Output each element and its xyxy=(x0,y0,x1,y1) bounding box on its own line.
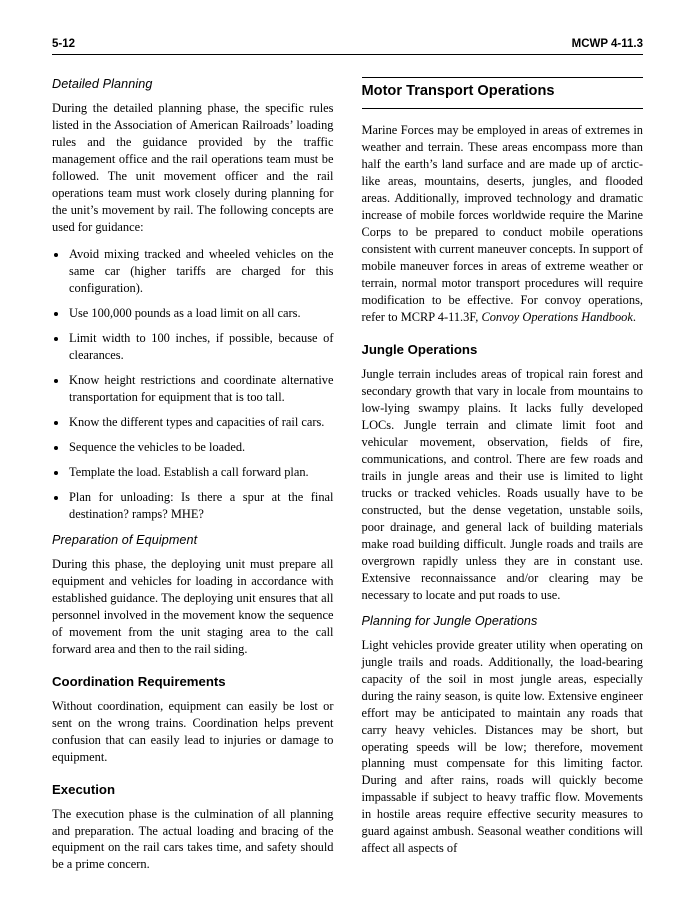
list-item: Template the load. Establish a call forward plan. xyxy=(52,464,334,481)
heading-execution: Execution xyxy=(52,781,116,797)
heading-motor-transport-operations-wrap xyxy=(362,77,644,109)
reference-title-convoy-operations-handbook: Convoy Operations Handbook xyxy=(481,309,633,324)
paragraph-execution: The execution phase is the culmination of all planning and preparation. The actual loading and bracing of the equipment on the rail cars takes time, and safety should be a prime concern. xyxy=(52,806,334,872)
list-item: Avoid mixing tracked and wheeled vehicles on the same car (higher tariffs are charged for this configuration). xyxy=(52,246,334,297)
detailed-planning-bullet-list xyxy=(52,246,334,523)
list-item: Sequence the vehicles to be loaded. xyxy=(52,439,334,456)
paragraph-motor-transport-text: Marine Forces may be employed in areas of extremes in weather and terrain. These areas encompass more than half the earth’s land surface and are made up of arctic-like areas, mountains, deserts, jungles, and flooded areas. Additionally, improved technology and dramatic increase of mobile forces worldwide require the Marine Corps to be prepared to conduct mobile operations consistent with current maneuver concepts. In support of mobile maneuver forces in areas of extreme weather or terrain, normal motor transport procedures will require modification to be effective. For convoy operations, refer to MCRP 4-11.3F, xyxy=(361,123,643,324)
paragraph-motor-transport-punctuation: . xyxy=(632,309,636,324)
paragraph-planning-for-jungle-operations: Light vehicles provide greater utility when operating on jungle trails and roads. Additionally, the load-bearing capacity of the soil in most jungle areas, especially during the rainy season, is quite low. Extensive engineer effort may be anticipated to maintain any roads that carry heavy vehicles. Distances may be short, but operating speeds will be low; therefore, movement planning must compensate for this limiting factor. During and after rains, roads will quickly become impassable if subject to heavy traffic flow. Movements in hostile areas require effective security measures to guard against ambush. Seasonal weather conditions will affect all aspects of xyxy=(361,637,643,856)
heading-motor-transport-operations: Motor Transport Operations xyxy=(362,77,644,99)
list-item: Know the different types and capacities of rail cars. xyxy=(52,414,334,431)
list-item: Use 100,000 pounds as a load limit on all cars. xyxy=(52,305,334,322)
paragraph-jungle-operations: Jungle terrain includes areas of tropical rain forest and secondary growth that vary in locale from mountains to low-lying swampy plains. It lacks fully developed LOCs. Jungle terrain and climate limit foot and vehicular movement, observation, fields of fire, communications, and control. There are few roads and trails in jungle areas and their use is limited to light trucks or tracked vehicles. Roads usually have to be constructed, but the dense vegetation, unstable soils, poor drainage, and general lack of building materials make road building difficult. Jungle roads and trails are overgrown rapidly unless they are in constant use. Extensive reconnaissance and/or clearing may be necessary to locate and put roads to use. xyxy=(361,366,643,602)
heading-coordination-requirements: Coordination Requirements xyxy=(52,673,226,689)
two-column-body xyxy=(52,77,643,883)
heading-planning-for-jungle-operations: Planning for Jungle Operations xyxy=(361,613,538,628)
page-number: 5-12 xyxy=(52,38,76,50)
list-item: Limit width to 100 inches, if possible, because of clearances. xyxy=(52,330,334,364)
paragraph-detailed-planning: During the detailed planning phase, the specific rules listed in the Association of American Railroads’ loading rules and the guidance provided by the traffic management office and the rail operations team must be followed. The unit movement officer and the rail operations team must work closely during planning for the unit’s movement by rail. The following concepts are used for guidance: xyxy=(52,101,334,234)
paragraph-coordination-requirements: Without coordination, equipment can easily be lost or sent on the wrong trains. Coordination helps prevent confusion that can easily lead to injuries or damage to equipment. xyxy=(52,698,334,764)
right-column xyxy=(362,77,644,867)
heading-detailed-planning: Detailed Planning xyxy=(52,77,153,91)
heading-jungle-operations: Jungle Operations xyxy=(361,341,478,357)
document-id: MCWP 4-11.3 xyxy=(571,38,643,50)
left-column xyxy=(52,77,334,883)
heading-preparation-of-equipment: Preparation of Equipment xyxy=(52,532,198,547)
list-item: Know height restrictions and coordinate alternative transportation for equipment that is too tall. xyxy=(52,372,334,406)
page-header xyxy=(52,38,643,55)
paragraph-motor-transport-operations xyxy=(362,122,644,326)
paragraph-preparation-of-equipment: During this phase, the deploying unit must prepare all equipment and vehicles for loading in accordance with established guidance. The deploying unit ensures that all personnel involved in the movement know the sequence of movement from the unit staging area to the call forward area and then to the rail siding. xyxy=(52,556,334,656)
list-item: Plan for unloading: Is there a spur at the final destination? ramps? MHE? xyxy=(52,489,334,523)
